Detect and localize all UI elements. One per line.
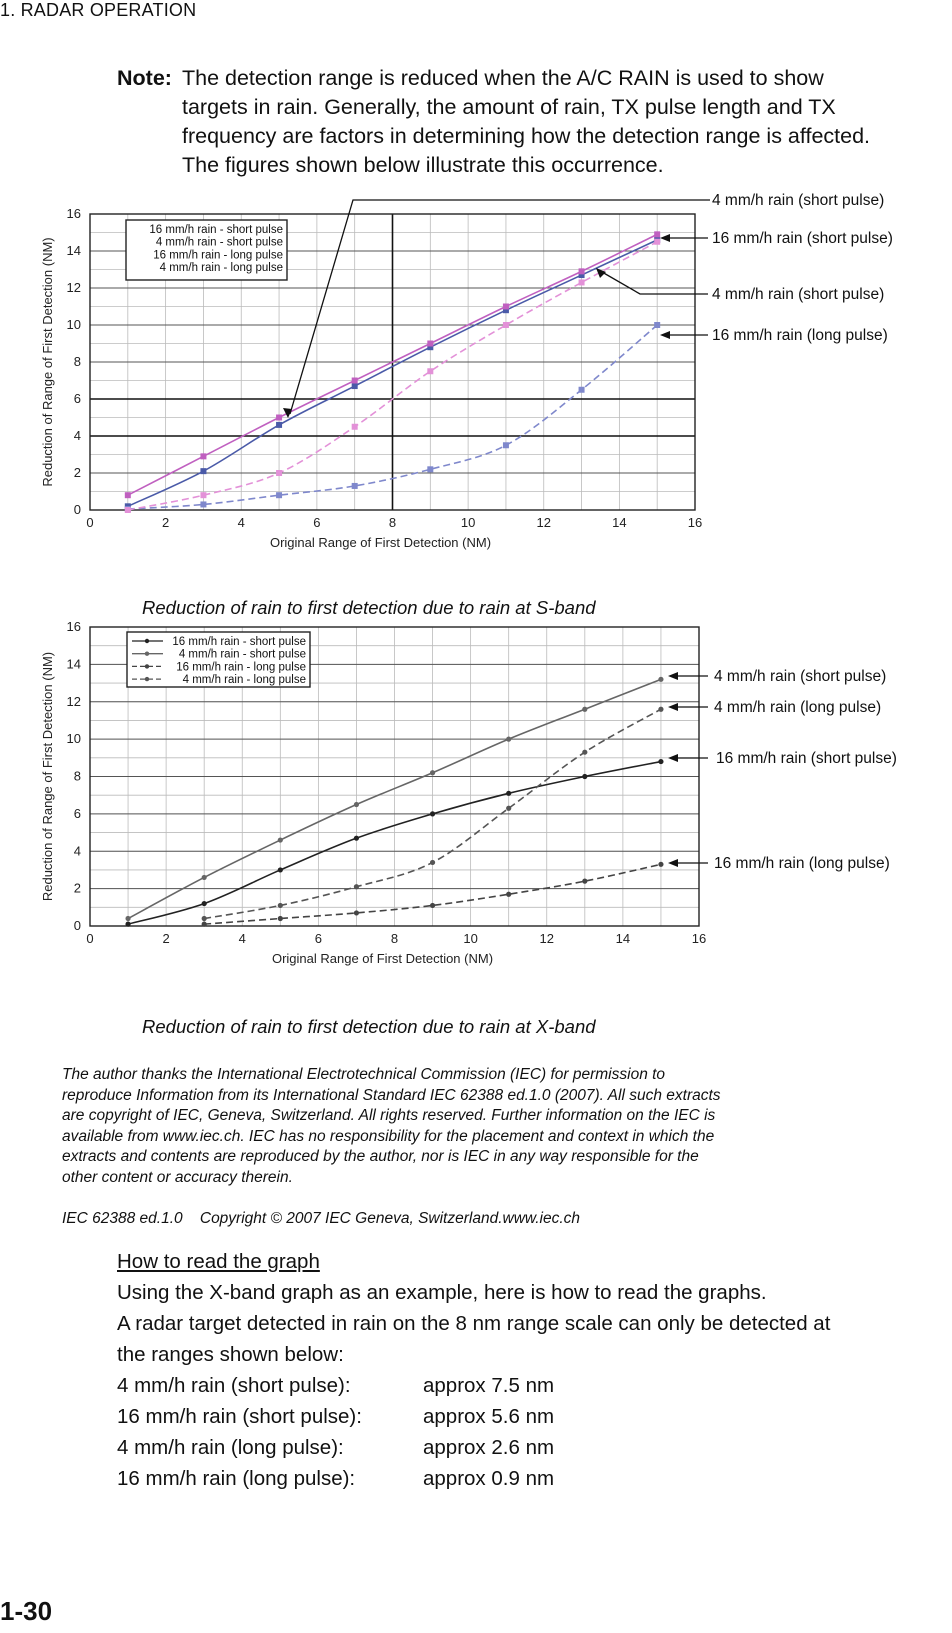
how-to-line: A radar target detected in rain on the 8 nm range scale can only be detected at: [117, 1312, 831, 1335]
data-point: [352, 378, 358, 384]
how-to-read: [117, 1246, 947, 1494]
credit-line: The author thanks the International Electrotechnical Commission (IEC) for permission to: [62, 1066, 666, 1083]
legend-entry: 4 mm/h rain - short pulse: [178, 648, 306, 661]
range-row: [117, 1463, 947, 1494]
data-point: [430, 811, 435, 816]
x-tick-label: 6: [313, 515, 321, 530]
x-tick-label: 14: [612, 515, 627, 530]
y-tick-label: 12: [66, 693, 81, 709]
data-point: [579, 387, 585, 393]
data-point: [278, 837, 283, 842]
data-point: [125, 922, 130, 927]
range-row: [117, 1401, 947, 1432]
legend-entry: 16 mm/h rain - long pulse: [153, 249, 283, 262]
data-point: [503, 322, 509, 328]
data-point: [354, 884, 359, 889]
data-point: [276, 422, 282, 428]
data-point: [200, 468, 206, 474]
range-row: [117, 1432, 947, 1463]
note-line: frequency are factors in determining how the detection range is affected.: [182, 124, 871, 148]
y-tick-label: 8: [73, 354, 81, 369]
data-point: [658, 759, 663, 764]
data-point: [506, 892, 511, 897]
y-axis-label: Reduction of Range of First Detection (NM): [40, 237, 55, 487]
x-tick-label: 8: [390, 931, 399, 946]
data-point: [506, 791, 511, 796]
range-row: [117, 1370, 947, 1401]
x-tick-label: 0: [86, 515, 94, 530]
data-point: [202, 875, 207, 880]
legend-swatch: [145, 652, 149, 656]
data-point: [352, 383, 358, 389]
data-point: [352, 424, 358, 430]
legend-swatch: [145, 664, 149, 668]
y-tick-label: 6: [73, 391, 81, 406]
data-point: [202, 901, 207, 906]
callout-arrowhead: [668, 672, 678, 680]
range-value: approx 0.9 nm: [423, 1467, 555, 1490]
data-point: [579, 268, 585, 274]
x-tick-label: 16: [687, 515, 703, 530]
data-point: [354, 910, 359, 915]
legend-swatch: [145, 639, 149, 643]
data-point: [582, 707, 587, 712]
data-point: [579, 279, 585, 285]
copyright-line: IEC 62388 ed.1.0 Copyright © 2007 IEC Geneva, Switzerland.www.iec.ch: [62, 1210, 581, 1227]
data-point: [430, 770, 435, 775]
data-point: [276, 492, 282, 498]
range-value: approx 2.6 nm: [423, 1436, 555, 1459]
data-point: [125, 916, 130, 921]
y-tick-label: 6: [73, 805, 81, 821]
y-tick-label: 2: [73, 880, 81, 896]
y-tick-label: 0: [73, 918, 81, 933]
data-point: [125, 492, 131, 498]
data-point: [276, 415, 282, 421]
legend-entry: 16 mm/h rain - short pulse: [149, 224, 283, 236]
x-tick-label: 4: [238, 931, 246, 946]
y-axis-label: Reduction of Range of First Detection (NM): [40, 651, 55, 902]
data-point: [582, 750, 587, 755]
data-point: [352, 483, 358, 489]
callout-arrowhead: [668, 859, 678, 867]
callout-line: [602, 272, 708, 294]
credit-line: are copyright of IEC, Geneva, Switzerland. All rights reserved. Further information on the IEC is: [62, 1107, 716, 1124]
range-label: 16 mm/h rain (long pulse):: [117, 1467, 356, 1490]
data-point: [582, 879, 587, 884]
data-point: [200, 501, 206, 507]
x-band-chart: [0, 619, 949, 1017]
x-tick-label: 16: [691, 931, 707, 946]
data-point: [278, 867, 283, 872]
y-tick-label: 4: [73, 843, 81, 859]
legend-entry: 16 mm/h rain - long pulse: [176, 661, 306, 674]
callout-label: 4 mm/h rain (short pulse): [712, 192, 885, 209]
y-tick-label: 16: [66, 619, 81, 634]
data-point: [658, 862, 663, 867]
note-line: The detection range is reduced when the A/C RAIN is used to show: [182, 66, 824, 90]
y-tick-label: 10: [66, 317, 81, 332]
data-point: [654, 239, 660, 245]
data-point: [278, 916, 283, 921]
callout-label: 16 mm/h rain (short pulse): [712, 230, 893, 247]
callout-label: 4 mm/h rain (long pulse): [714, 699, 882, 716]
how-to-title: How to read the graph: [117, 1250, 320, 1273]
data-point: [654, 231, 660, 237]
note-line: The figures shown below illustrate this occurrence.: [182, 153, 664, 177]
y-tick-label: 14: [66, 243, 81, 258]
callout-label: 16 mm/h rain (long pulse): [714, 855, 890, 872]
data-point: [506, 806, 511, 811]
legend-swatch: [145, 677, 149, 681]
note-text: [182, 64, 952, 180]
data-point: [430, 860, 435, 865]
x-tick-label: 12: [539, 931, 554, 946]
note-line: targets in rain. Generally, the amount of rain, TX pulse length and TX: [182, 95, 836, 119]
x-band-caption: Reduction of rain to first detection due to rain at X-band: [142, 1016, 596, 1037]
x-tick-label: 2: [162, 515, 170, 530]
how-to-line: the ranges shown below:: [117, 1343, 344, 1366]
x-axis-label: Original Range of First Detection (NM): [269, 535, 492, 550]
range-label: 4 mm/h rain (long pulse):: [117, 1436, 344, 1459]
callout-arrowhead: [660, 331, 670, 339]
data-point: [276, 470, 282, 476]
range-value: approx 7.5 nm: [423, 1374, 555, 1397]
x-tick-label: 10: [460, 515, 476, 530]
callout-arrowhead: [668, 754, 678, 762]
legend-entry: 4 mm/h rain - long pulse: [159, 262, 283, 275]
section-header: 1. RADAR OPERATION: [0, 0, 197, 20]
range-label: 16 mm/h rain (short pulse):: [117, 1405, 362, 1428]
y-tick-label: 4: [73, 428, 81, 443]
legend-entry: 4 mm/h rain - short pulse: [155, 236, 283, 249]
data-point: [354, 836, 359, 841]
callout-arrowhead: [668, 703, 678, 711]
data-point: [658, 707, 663, 712]
data-point: [503, 442, 509, 448]
data-point: [427, 341, 433, 347]
x-tick-label: 6: [314, 931, 322, 946]
data-point: [354, 802, 359, 807]
data-point: [427, 466, 433, 472]
data-point: [427, 368, 433, 374]
y-tick-label: 0: [73, 502, 81, 517]
callout-label: 4 mm/h rain (short pulse): [712, 286, 885, 303]
data-point: [202, 922, 207, 927]
callout-label: 16 mm/h rain (long pulse): [712, 327, 888, 344]
x-tick-label: 0: [86, 931, 94, 946]
x-tick-label: 4: [237, 515, 245, 530]
data-point: [503, 304, 509, 310]
data-point: [125, 507, 131, 513]
iec-credit: [62, 1065, 892, 1188]
y-tick-label: 12: [66, 280, 81, 295]
callout-label: 16 mm/h rain (short pulse): [716, 750, 897, 767]
data-point: [200, 453, 206, 459]
range-value: approx 5.6 nm: [423, 1405, 555, 1428]
legend-entry: 4 mm/h rain - long pulse: [182, 674, 306, 687]
credit-line: available from www.iec.ch. IEC has no responsibility for the placement and context in which the: [62, 1127, 715, 1145]
y-tick-label: 2: [73, 465, 81, 480]
credit-line: extracts and contents are reproduced by the author, nor is IEC in any way responsible for the: [62, 1148, 699, 1165]
note-label: Note:: [117, 66, 172, 90]
y-tick-label: 8: [73, 768, 81, 784]
range-label: 4 mm/h rain (short pulse):: [117, 1374, 351, 1397]
x-tick-label: 14: [615, 931, 631, 946]
data-point: [202, 916, 207, 921]
callout-arrowhead: [660, 234, 670, 242]
credit-line: other content or accuracy therein.: [62, 1168, 293, 1186]
credit-line: reproduce Information from its International Standard IEC 62388 ed.1.0 (2007). All such extracts: [62, 1086, 721, 1104]
data-point: [658, 677, 663, 682]
legend-entry: 16 mm/h rain - short pulse: [172, 636, 306, 648]
s-band-caption: Reduction of rain to first detection due to rain at S-band: [142, 597, 596, 618]
data-point: [582, 774, 587, 779]
data-point: [506, 737, 511, 742]
s-band-chart: [0, 190, 949, 580]
x-tick-label: 10: [463, 931, 478, 946]
data-point: [654, 322, 660, 328]
page-number: 1-30: [0, 1596, 53, 1626]
x-tick-label: 8: [388, 515, 397, 530]
how-to-line: Using the X-band graph as an example, here is how to read the graphs.: [117, 1281, 767, 1304]
y-tick-label: 16: [66, 206, 81, 221]
x-tick-label: 2: [162, 931, 170, 946]
y-tick-label: 10: [66, 731, 81, 747]
x-axis-label: Original Range of First Detection (NM): [271, 951, 494, 966]
callout-label: 4 mm/h rain (short pulse): [714, 668, 887, 685]
data-point: [430, 903, 435, 908]
y-tick-label: 14: [66, 656, 81, 672]
data-point: [200, 492, 206, 498]
data-point: [278, 903, 283, 908]
x-tick-label: 12: [536, 515, 551, 530]
